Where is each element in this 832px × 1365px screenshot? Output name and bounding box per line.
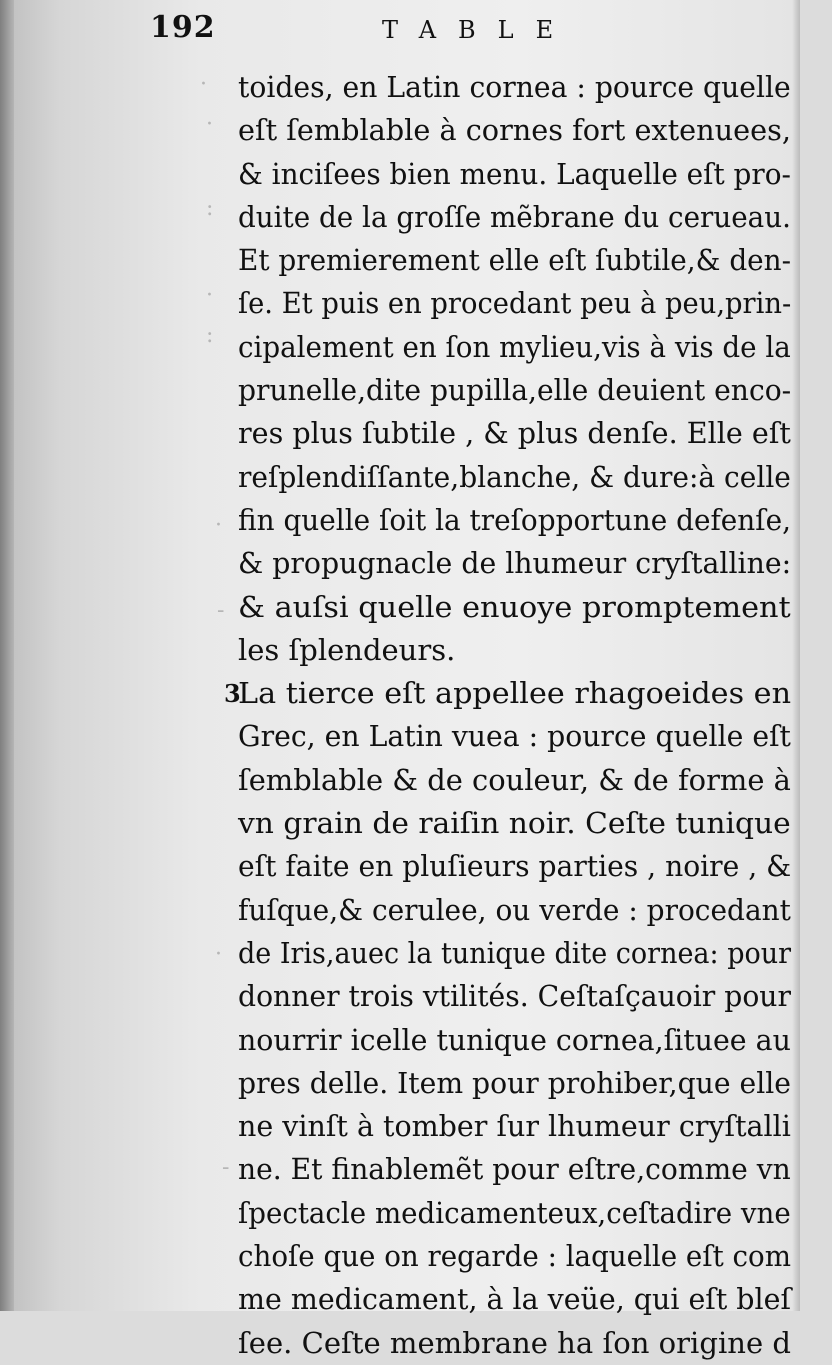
page-edge-shadow (792, 0, 800, 1311)
text-line (238, 66, 791, 109)
line-text: les ſplendeurs. (238, 632, 456, 667)
line-text: donner trois vtilités. Ceſtaſçauoir pour (238, 979, 791, 1014)
line-text: me medicament, à la veüe, qui eſt bleſ (238, 1282, 791, 1317)
line-text: choſe que on regarde : laquelle eſt com (238, 1239, 791, 1274)
margin-mark: · (215, 942, 222, 967)
text-line (238, 412, 791, 455)
text-line (238, 1192, 791, 1235)
margin-mark: · (215, 513, 222, 538)
text-line (238, 1019, 791, 1062)
text-line (238, 845, 791, 888)
text-line (238, 282, 791, 325)
margin-mark: · (200, 72, 207, 97)
line-text: & inciſees bien menu. Laquelle eſt pro- (238, 156, 791, 191)
text-line (238, 1322, 791, 1365)
line-text: ne. Et finablemẽt pour eſtre,comme vn (238, 1152, 791, 1187)
line-text: ſee. Ceſte membrane ha ſon origine d (238, 1325, 791, 1360)
text-line (238, 1105, 791, 1148)
body-text (224, 66, 792, 1360)
margin-mark: · (206, 112, 213, 137)
line-text: eſt faite en pluſieurs parties , noire , & (238, 849, 792, 884)
line-text: & auſsi quelle enuoye promptement (238, 589, 791, 624)
margin-mark: : (206, 323, 214, 348)
text-line (238, 153, 791, 196)
section-number: 3 (224, 679, 241, 709)
text-line (238, 499, 791, 542)
line-text: vn grain de raiſin noir. Ceſte tunique (238, 806, 791, 841)
line-text: ſpectacle medicamenteux,ceſtadire vne (238, 1195, 791, 1230)
line-text: pres delle. Item pour prohiber,que elle (238, 1065, 791, 1100)
page-number: 192 (150, 10, 216, 45)
line-text: toides, en Latin cornea : pource quelle (238, 70, 791, 104)
running-head: TABLE (382, 16, 576, 44)
text-line (238, 1278, 791, 1321)
line-text: fuſque,& cerulee, ou verde : procedant (238, 892, 791, 927)
text-line (238, 1235, 791, 1278)
line-text: cipalement en ſon mylieu,vis à vis de la (238, 329, 791, 364)
line-text: duite de la groſſe mẽbrane du cerueau. (238, 199, 791, 234)
text-line (238, 196, 791, 239)
margin-mark: : (206, 196, 214, 221)
text-line (238, 759, 791, 802)
margin-mark: · (206, 283, 213, 308)
text-line (238, 889, 791, 932)
text-line (238, 715, 791, 758)
margin-mark: - (217, 598, 225, 623)
text-line (238, 586, 791, 629)
line-text: ne vinſt à tomber ſur lhumeur cryſtalli (238, 1109, 791, 1144)
text-line (238, 802, 791, 845)
page-header (150, 10, 790, 50)
margin-mark: - (222, 1155, 230, 1180)
line-text: ſe. Et puis en procedant peu à peu,prin- (238, 286, 792, 321)
text-line (238, 326, 791, 369)
line-text: eſt ſemblable à cornes fort extenuees, (238, 113, 791, 148)
text-line (238, 1148, 791, 1191)
line-text: & propugnacle de lhumeur cryſtalline: (238, 546, 792, 581)
line-text: nourrir icelle tunique cornea,ſituee au (238, 1022, 791, 1057)
line-text: reſplendiſſante,blanche, & dure:à celle (238, 459, 791, 494)
line-text: prunelle,dite pupilla,elle deuient enco- (238, 373, 792, 408)
line-text: La tierce eſt appellee rhagoeides en (238, 676, 792, 711)
line-text: Grec, en Latin vuea : pource quelle eſt (238, 719, 791, 754)
text-line (238, 975, 791, 1018)
line-text: fin quelle ſoit la treſopportune defenſe, (238, 502, 791, 537)
text-line (224, 672, 792, 715)
text-line (238, 932, 791, 975)
show-through-text (90, 690, 100, 725)
text-line (238, 629, 791, 672)
line-text: de Iris,auec la tunique dite cornea: pour (238, 935, 792, 970)
text-line (238, 109, 791, 152)
page-spine-shadow (0, 0, 14, 1311)
text-line (238, 369, 791, 412)
line-text: res plus ſubtile , & plus denſe. Elle eſt (238, 416, 791, 451)
line-text: ſemblable & de couleur, & de forme à (238, 762, 791, 797)
text-line (238, 542, 791, 585)
text-line (238, 239, 791, 282)
line-text: Et premierement elle eſt ſubtile,& den- (238, 243, 792, 278)
text-line (238, 1062, 791, 1105)
text-line (238, 456, 791, 499)
